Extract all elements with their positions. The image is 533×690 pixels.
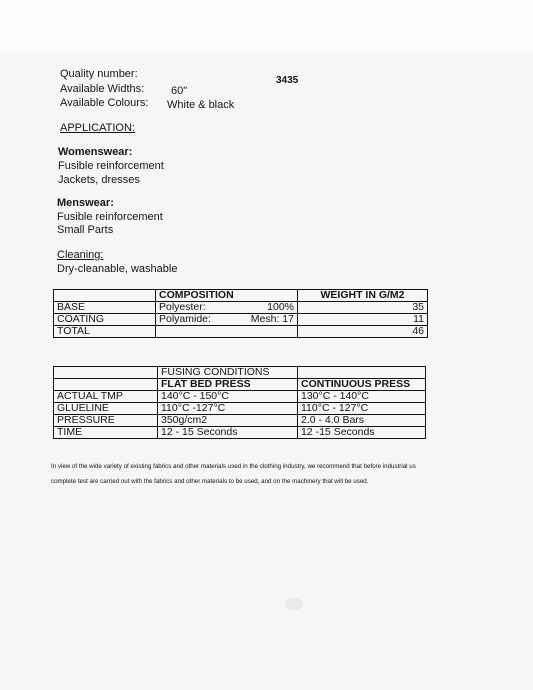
scan-smudge: [285, 598, 303, 610]
table-row: [54, 415, 426, 427]
row-label: TIME: [54, 427, 158, 439]
cleaning-heading: Cleaning:: [57, 249, 104, 261]
table-row: [54, 403, 426, 415]
row-label: COATING: [54, 314, 156, 326]
disclaimer-line-2: complete test are carried out with the fabrics and other materials to be used, and on the machinery that will be used.: [51, 478, 369, 485]
continuous-cell: 130°C - 140°C: [298, 391, 426, 403]
row-label: BASE: [54, 302, 156, 314]
continuous-cell: 2.0 - 4.0 Bars: [298, 415, 426, 427]
fusing-title-row: [54, 367, 426, 379]
continuous-cell: 110°C - 127°C: [298, 403, 426, 415]
table-row: [54, 302, 428, 314]
application-heading: APPLICATION:: [60, 122, 135, 134]
available-widths-label: Available Widths:: [60, 83, 145, 95]
fusing-header-row: [54, 379, 426, 391]
cleaning-text: Dry-cleanable, washable: [57, 263, 178, 275]
weight-cell: 11: [298, 314, 428, 326]
menswear-line-2: Small Parts: [57, 224, 114, 236]
womenswear-title: Womenswear:: [58, 146, 133, 158]
composition-material: Polyester:: [159, 301, 206, 313]
empty-header-cell: [298, 367, 426, 379]
continuous-press-header: CONTINUOUS PRESS: [298, 379, 426, 391]
weight-cell: 35: [298, 302, 428, 314]
available-widths-value: 60": [171, 85, 188, 97]
available-colours-label: Available Colours:: [60, 97, 149, 109]
composition-amount: 100%: [267, 301, 294, 313]
scan-margin: [0, 0, 533, 55]
flat-bed-cell: 140°C - 150°C: [158, 391, 298, 403]
row-label: PRESSURE: [54, 415, 158, 427]
menswear-title: Menswear:: [57, 197, 114, 209]
quality-number-value: 3435: [276, 75, 299, 86]
composition-table: [53, 289, 428, 338]
empty-header-cell: [54, 290, 156, 302]
flat-bed-cell: 12 - 15 Seconds: [158, 427, 298, 439]
continuous-cell: 12 -15 Seconds: [298, 427, 426, 439]
row-label: ACTUAL TMP: [54, 391, 158, 403]
flat-bed-press-header: FLAT BED PRESS: [158, 379, 298, 391]
fusing-conditions-table: [53, 366, 426, 439]
table-row: [54, 326, 428, 338]
composition-amount: Mesh: 17: [250, 313, 294, 325]
table-row: [54, 427, 426, 439]
womenswear-line-2: Jackets, dresses: [58, 174, 140, 186]
row-label: GLUELINE: [54, 403, 158, 415]
weight-cell: 46: [298, 326, 428, 338]
row-label: TOTAL: [54, 326, 156, 338]
composition-cell: [156, 314, 298, 326]
womenswear-line-1: Fusible reinforcement: [58, 160, 164, 172]
quality-number-label: Quality number:: [60, 68, 138, 80]
composition-material: Polyamide:: [159, 313, 211, 325]
menswear-line-1: Fusible reinforcement: [57, 211, 163, 223]
flat-bed-cell: 110°C -127°C: [158, 403, 298, 415]
flat-bed-cell: 350g/cm2: [158, 415, 298, 427]
fusing-conditions-title: FUSING CONDITIONS: [158, 367, 298, 379]
table-row: [54, 391, 426, 403]
composition-column-header: COMPOSITION: [156, 290, 298, 302]
composition-header-row: [54, 290, 428, 302]
empty-header-cell: [54, 367, 158, 379]
composition-cell: [156, 326, 298, 338]
disclaimer-line-1: In view of the wide variety of existing fabrics and other materials used in the clothing industry, we recommend that before industrial us: [51, 463, 416, 470]
composition-cell: [156, 302, 298, 314]
empty-header-cell: [54, 379, 158, 391]
available-colours-value: White & black: [167, 99, 235, 111]
table-row: [54, 314, 428, 326]
weight-column-header: WEIGHT IN G/M2: [298, 290, 428, 302]
